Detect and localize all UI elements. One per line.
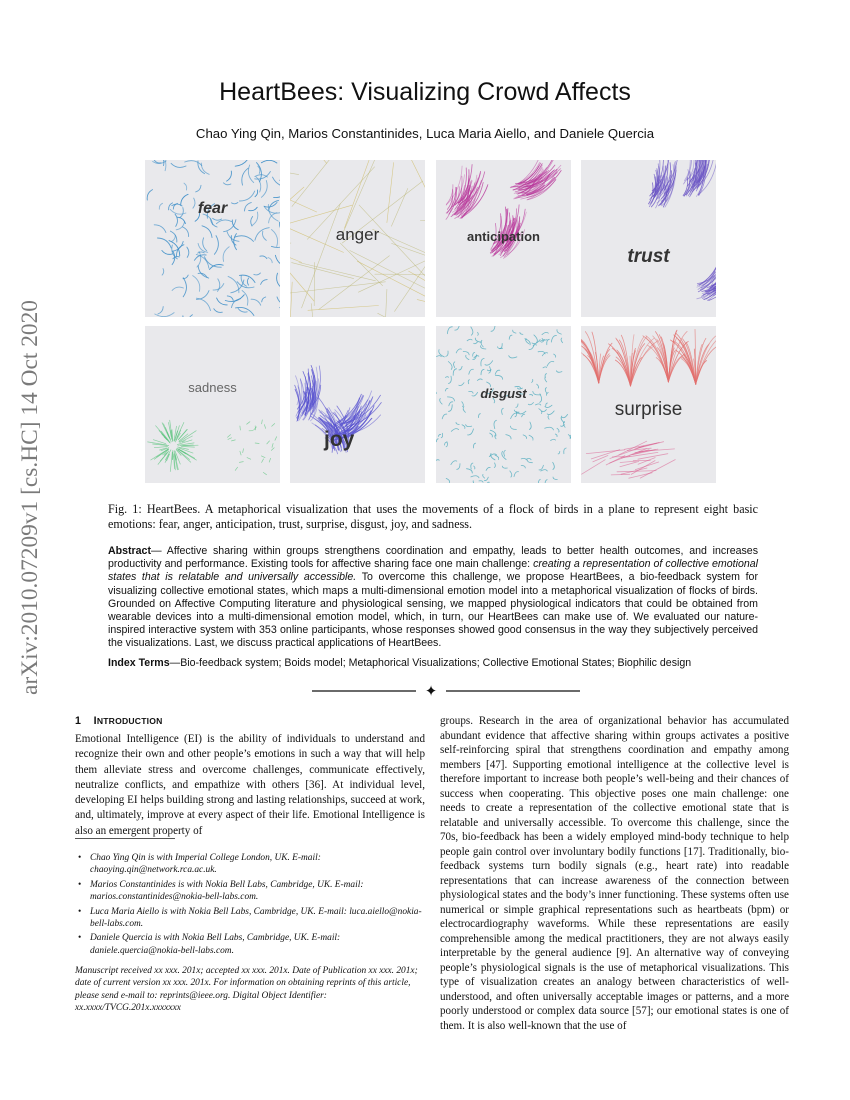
tile-anger — [290, 160, 425, 317]
author-affiliations — [75, 852, 425, 959]
tile-joy — [290, 326, 425, 483]
footnote-rule — [75, 838, 175, 839]
arxiv-identifier-stamp — [4, 295, 48, 695]
tile-label-sadness: sadness — [188, 380, 237, 395]
affiliation-item: • Marios Constantinides is with Nokia Bell Labs, Cambridge, UK. E-mail: marios.constantinides@nokia-bell-labs.com. — [78, 879, 364, 903]
affiliation-item: • Chao Ying Qin is with Imperial College London, UK. E-mail: chaoying.qin@network.rca.ac.uk. — [78, 853, 321, 876]
joy-flock-illustration — [290, 326, 425, 483]
tile-label-surprise: surprise — [614, 399, 683, 420]
abstract-text-before: — Affective sharing within groups strengthens coordination and empathy, leads to better health outcomes, and increases productivity and performance. Existing tools for affective sharing face one main challenge: — [108, 545, 758, 571]
abstract-label: Abstract — [108, 545, 151, 557]
disgust-flock-illustration — [436, 326, 571, 483]
tile-trust — [581, 160, 716, 317]
figure-caption: Fig. 1: HeartBees. A metaphorical visualization that uses the movements of a flock of birds in a plane to represent eight basic emotions: fear, anger, anticipation, trust, surprise, disgust, joy, and sadness. — [108, 502, 758, 531]
abstract-text-after: To overcome this challenge, we propose HeartBees, a bio-feedback system for visualizing collective emotional states, which maps a multi-dimensional emotion model into a metaphorical visualization of flocks of birds. Grounded on Affective Computing literature and physiological sensing, we mapped physiological indicators that could be obtained from wearable devices into a multi-dimensional emotion model, which, in turn, our HeartBees can make use of. We evaluated our nature-inspired interactive system with 353 online participants, whose responses showed good consensus in the way they subjectively perceived the visualizations. Last, we discuss practical applications of HeartBees. — [108, 571, 758, 650]
section-title-rest: NTRODUCTION — [96, 716, 163, 726]
sadness-flock-illustration — [145, 326, 280, 483]
tile-label-trust: trust — [627, 246, 670, 267]
section-number: 1 — [75, 715, 82, 727]
index-terms-label: Index Terms — [108, 657, 170, 669]
abstract-emphasis: creating a representation of collective emotional states that is relatable and universally accessible. — [108, 558, 758, 584]
tile-surprise — [581, 326, 716, 483]
affiliation-item: • Luca Maria Aiello is with Nokia Bell Labs, Cambridge, UK. E-mail: luca.aiello@nokia-bell-labs.com. — [78, 906, 422, 930]
index-terms — [108, 657, 758, 670]
divider-ornament-icon: ✦ — [424, 683, 438, 699]
tile-label-anger: anger — [335, 225, 380, 244]
tile-label-fear: fear — [197, 200, 228, 217]
teaser-figure — [145, 160, 717, 485]
section-title-initial: I — [93, 715, 97, 727]
abstract — [108, 545, 758, 651]
tile-label-anticipation: anticipation — [467, 229, 540, 244]
tile-disgust — [436, 326, 571, 483]
section-heading-introduction — [75, 715, 163, 727]
section-divider — [312, 683, 580, 699]
intro-left-paragraph: Emotional Intelligence (EI) is the ability of individuals to understand and recognize their own and other people’s emotions in such a way that will help them alleviate stress and overcome challenges, communicate effectively, neutralize conflicts, and empathize with others [36]. At individual level, developing EI helps building strong and lasting relationships, succeed at work, and, ultimately, improve at every aspect of their life. Emotional Intelligence is also an emergent property of — [75, 733, 425, 837]
tile-fear — [145, 160, 280, 317]
trust-flock-illustration — [581, 160, 716, 317]
tile-label-joy: joy — [324, 428, 355, 451]
paper-title: HeartBees: Visualizing Crowd Affects — [219, 78, 631, 106]
index-terms-text: —Bio-feedback system; Boids model; Metaphorical Visualizations; Collective Emotional States; Biophilic design — [169, 657, 692, 669]
manuscript-note: Manuscript received xx xxx. 201x; accepted xx xxx. 201x. Date of Publication xx xxx. 201x; date of current version xx xxx. 201x. For information on obtaining reprints of this article, please send e-mail to: reprints@ieee.org. Digital Object Identifier: xx.xxxx/TVCG.201x.xxxxxxx — [75, 966, 418, 1014]
tile-label-disgust: disgust — [480, 386, 527, 401]
tile-anticipation — [436, 160, 571, 317]
affiliation-item: • Daniele Quercia is with Nokia Bell Labs, Cambridge, UK. E-mail: daniele.quercia@nokia-bell-labs.com. — [78, 933, 341, 956]
arxiv-identifier: arXiv:2010.07209v1 [cs.HC] 14 Oct 2020 — [17, 298, 43, 695]
fear-flock-illustration — [145, 160, 280, 317]
author-list: Chao Ying Qin, Marios Constantinides, Luca Maria Aiello, and Daniele Quercia — [195, 126, 655, 141]
tile-sadness — [145, 326, 280, 483]
intro-right-paragraph: groups. Research in the area of organizational behavior has accumulated abundant evidence that affective sharing within groups activates a positive self-reinforcing spiral that strengthens coordination and empathy among members [47]. Supporting emotional intelligence at the collective level is therefore important to increase both people’s well-being and their chances of success when cooperating. This objective poses one main challenge: one needs to create a representation of the collective emotional state that is relatable and universally accessible. To overcome this challenge, since the 70s, bio-feedback has been a widely employed mind-body technique to help people gain control over involuntary bodily functions [17]. Traditionally, bio-feedback systems turn bodily signals (e.g., heart rate) into readable representations that can increase awareness of the connection between physiological states and the body’s inner functioning. These systems often use numerical or simple graphical representations such as heartbeats (bpm) or electrocardiography waveforms. While these representations are easily comprehensible among the medical practitioners, they are not always easily interpretable by the general audience [9]. An alternative way of conveying people’s physiological signals is the use of metaphorical visualizations. This type of visualization creates an analogy between characteristics of well-understood, and often universally acceptable images or patterns, and a more poorly understood or complex data source [57]; our emotional states is one of them. It is also well-known that the use of — [440, 715, 789, 1032]
